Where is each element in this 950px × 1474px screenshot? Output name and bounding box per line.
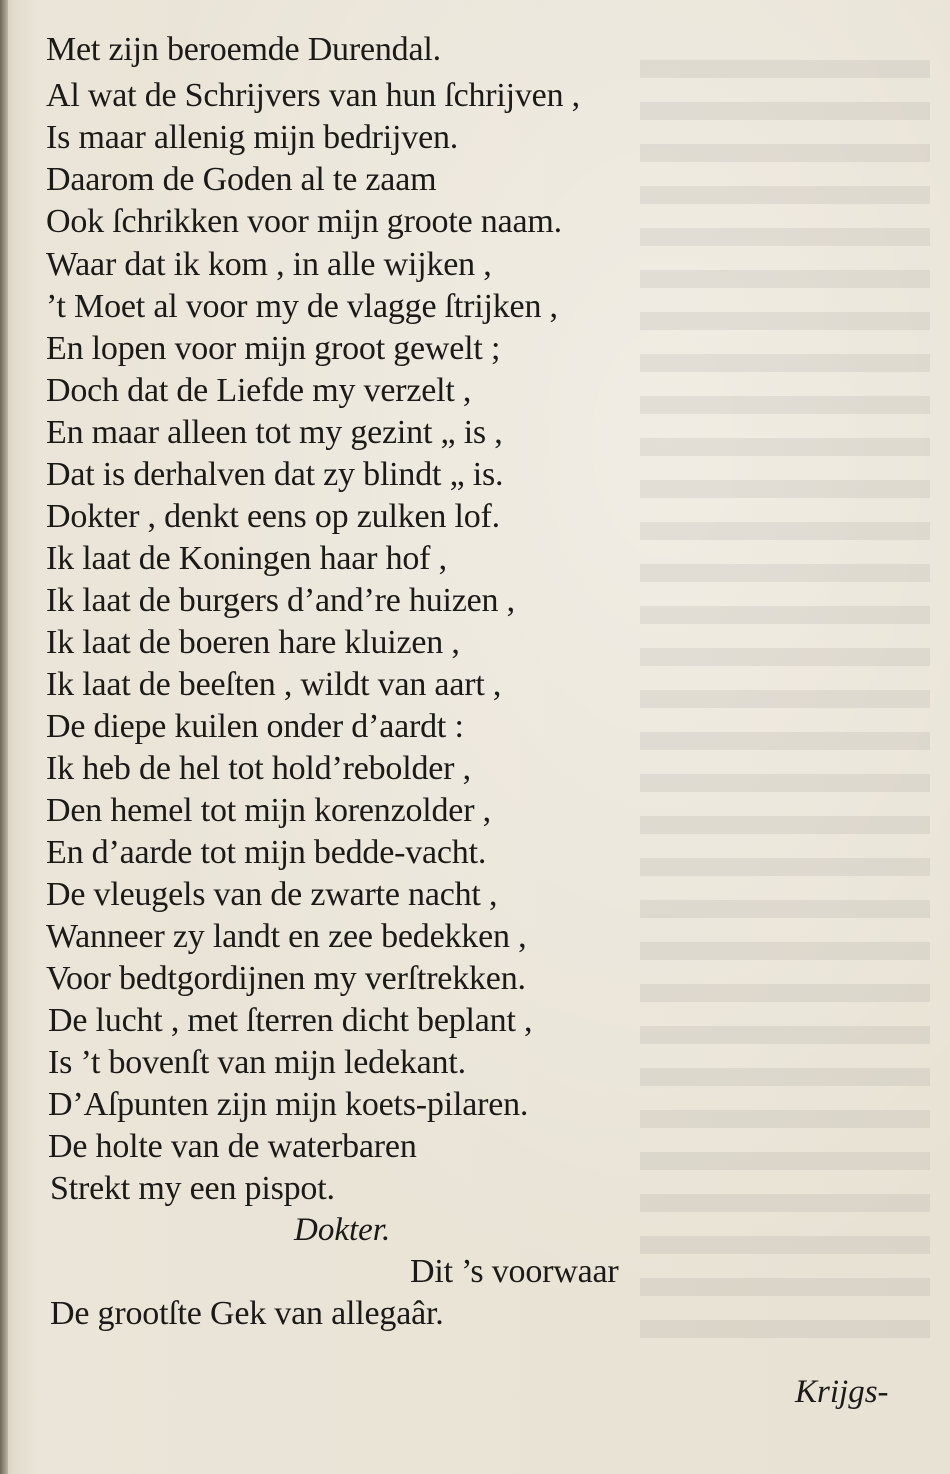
verse-line: Ik laat de Koningen haar hof , bbox=[46, 540, 447, 577]
verse-line: Ik laat de burgers d’and’re huizen , bbox=[46, 582, 515, 619]
verse-line: De diepe kuilen onder d’aardt : bbox=[46, 708, 464, 745]
reply-line-second: De grootſte Gek van allegaâr. bbox=[50, 1295, 444, 1332]
catchword: Krijgs- bbox=[795, 1374, 889, 1410]
verse-line: Den hemel tot mijn korenzolder , bbox=[46, 792, 491, 829]
verse-line: Ik heb de hel tot hold’rebolder , bbox=[46, 750, 471, 787]
verse-line: Voor bedtgordijnen my verſtrekken. bbox=[46, 960, 526, 997]
verse-line: Met zijn beroemde Durendal. bbox=[46, 31, 441, 68]
verse-line: Strekt my een pispot. bbox=[50, 1170, 335, 1207]
verse-line: Is maar allenig mijn bedrijven. bbox=[46, 119, 459, 156]
verse-line: Dat is derhalven dat zy blindt „ is. bbox=[46, 456, 504, 493]
verse-line: ’t Moet al voor my de vlagge ſtrijken , bbox=[46, 288, 558, 325]
verse-line: En d’aarde tot mijn bedde-vacht. bbox=[46, 834, 487, 871]
verse-line: D’Aſpunten zijn mijn koets-pilaren. bbox=[48, 1086, 529, 1123]
verse-line: De holte van de waterbaren bbox=[48, 1128, 417, 1165]
verse-line: En maar alleen tot my gezint „ is , bbox=[46, 414, 503, 451]
verse-line: Doch dat de Liefde my verzelt , bbox=[46, 372, 472, 409]
verse-line: Is ’t bovenſt van mijn ledekant. bbox=[48, 1044, 466, 1081]
verse-line: Ik laat de beeſten , wildt van aart , bbox=[46, 666, 502, 703]
verse-line: Wanneer zy landt en zee bedekken , bbox=[46, 918, 527, 955]
verse-line: Ik laat de boeren hare kluizen , bbox=[46, 624, 460, 661]
reply-line-first: Dit ’s voorwaar bbox=[410, 1253, 619, 1290]
verse-line: Daarom de Goden al te zaam bbox=[46, 161, 437, 198]
speaker-label: Dokter. bbox=[294, 1212, 391, 1248]
show-through-text bbox=[640, 60, 930, 1360]
verse-line: Ook ſchrikken voor mijn groote naam. bbox=[46, 203, 562, 240]
verse-line: De lucht , met ſterren dicht beplant , bbox=[48, 1002, 533, 1039]
verse-line: Dokter , denkt eens op zulken lof. bbox=[46, 498, 500, 535]
verse-line: Waar dat ik kom , in alle wijken , bbox=[46, 246, 492, 283]
verse-line: Al wat de Schrijvers van hun ſchrijven , bbox=[46, 77, 580, 114]
verse-line: De vleugels van de zwarte nacht , bbox=[46, 876, 498, 913]
page-gutter bbox=[0, 0, 8, 1474]
verse-line: En lopen voor mijn groot gewelt ; bbox=[46, 330, 501, 367]
